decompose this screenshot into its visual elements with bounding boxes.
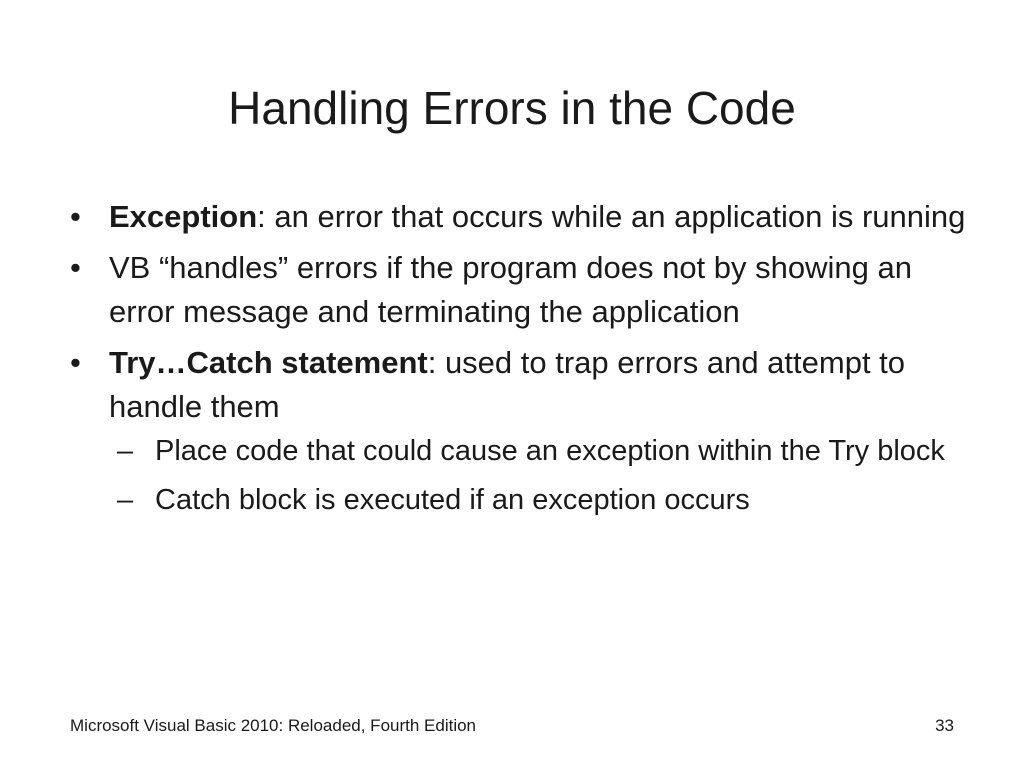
bullet-marker: • [70, 250, 81, 285]
sub-bullet-list [109, 431, 970, 520]
bullet-exception [70, 195, 970, 239]
footer-book-title: Microsoft Visual Basic 2010: Reloaded, Fourth Edition [70, 716, 477, 735]
sub-bullet-marker: – [117, 435, 134, 467]
slide-title: Handling Errors in the Code [228, 82, 796, 134]
bullet-marker: • [70, 345, 81, 380]
sub-bullet-text: Catch block is executed if an exception occurs [155, 484, 750, 516]
bullet-try-catch [70, 341, 970, 520]
bullet-marker: • [70, 199, 81, 234]
bullet-term: Try…Catch statement [109, 345, 428, 380]
bullet-term: Exception [109, 199, 258, 234]
sub-bullet-try-block [109, 431, 970, 471]
footer-page-number: 33 [935, 716, 954, 735]
sub-bullet-text: Place code that could cause an exception within the Try block [155, 435, 945, 467]
sub-bullet-marker: – [117, 484, 134, 516]
bullet-list [70, 195, 970, 529]
sub-bullet-catch-block [109, 480, 970, 520]
bullet-vb-handles [70, 246, 970, 334]
bullet-text: VB “handles” errors if the program does not by showing an error message and terminating the application [109, 250, 912, 329]
bullet-text: : used to trap errors and attempt to handle them [109, 345, 906, 424]
bullet-text: : an error that occurs while an application is running [257, 199, 966, 234]
